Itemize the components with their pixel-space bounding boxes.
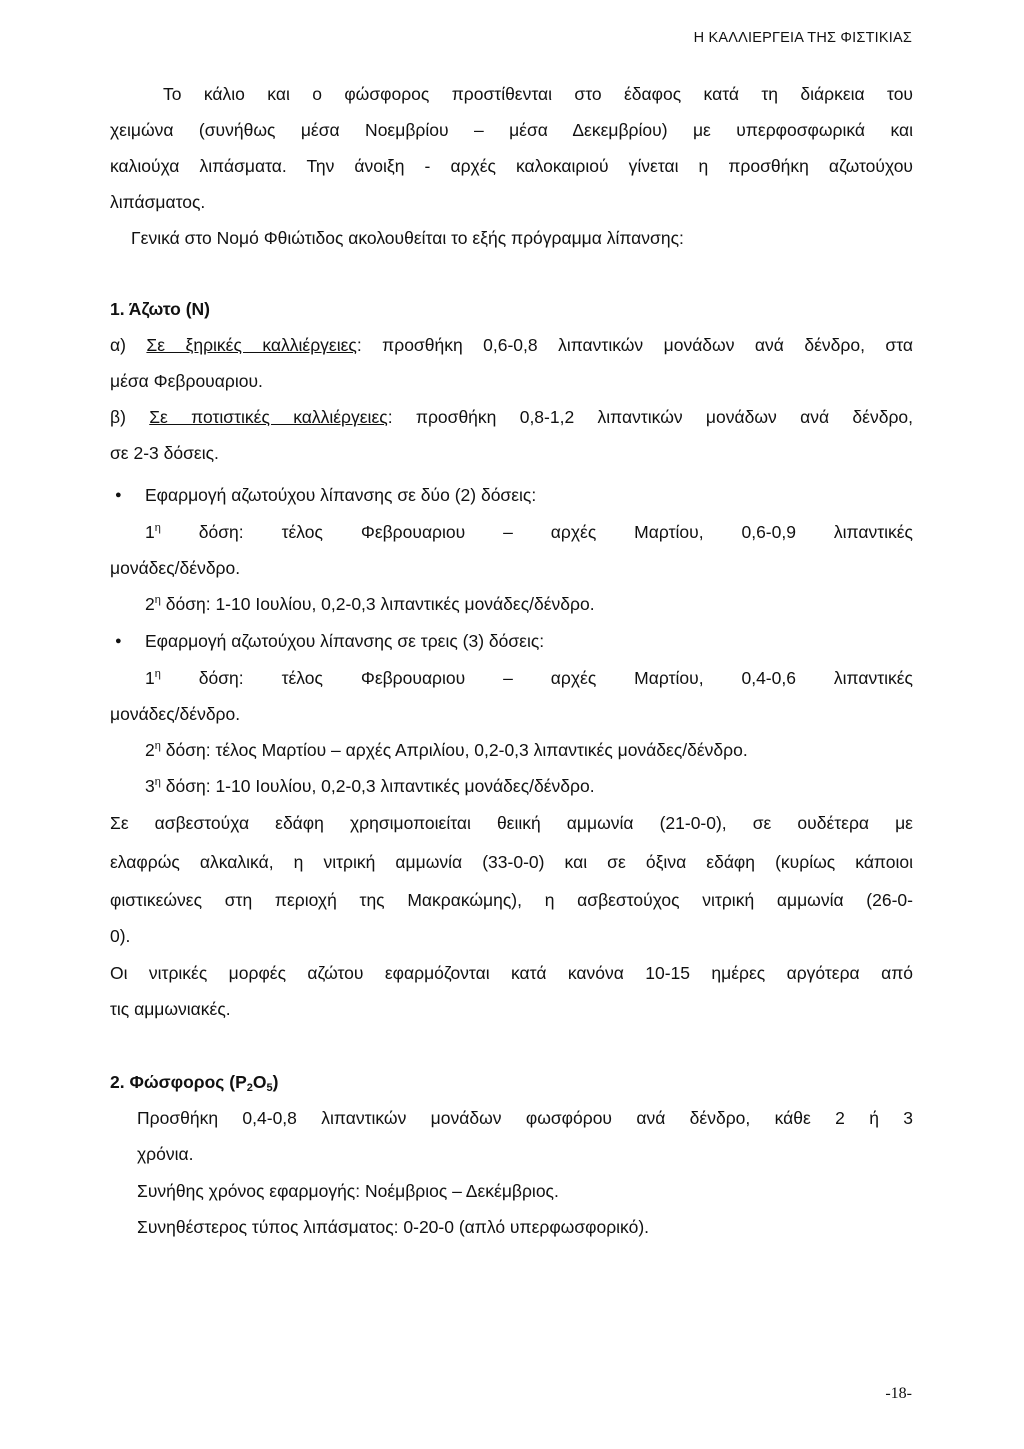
- dose-text: δόση: τέλος Φεβρουαριου – αρχές Μαρτίου, 0,4-0,6 λιπαντικές: [160, 668, 913, 688]
- section-1-item-a: [110, 334, 913, 356]
- bullet-1-marker: ●: [115, 489, 122, 501]
- item-b-continuation: σε 2-3 δόσεις.: [110, 443, 219, 463]
- dose-ordinal: η: [154, 668, 161, 680]
- item-a-label: Σε ξηρικές καλλιέργειες: [146, 335, 357, 355]
- intro-line-5: Γενικά στο Νομό Φθιώτιδος ακολουθείται το εξής πρόγραμμα λίπανσης:: [131, 228, 684, 248]
- subscript: 5: [266, 1082, 273, 1094]
- intro-line-4: λιπάσματος.: [110, 192, 206, 212]
- bullet-2-dose-1-continuation: μονάδες/δένδρο.: [110, 704, 241, 724]
- item-b-prefix: β): [110, 407, 126, 427]
- dose-number: 2: [145, 740, 155, 760]
- bullet-1-title: Εφαρμογή αζωτούχου λίπανσης σε δύο (2) δόσεις:: [145, 485, 537, 505]
- dose-text: δόση: τέλος Φεβρουαριου – αρχές Μαρτίου, 0,6-0,9 λιπαντικές: [160, 522, 913, 542]
- nitrate-paragraph-line-1: Οι νιτρικές μορφές αζώτου εφαρμόζονται κατά κανόνα 10-15 ημέρες αργότερα από: [110, 963, 913, 983]
- dose-ordinal: η: [154, 522, 161, 534]
- dose-ordinal: η: [154, 594, 161, 606]
- soil-paragraph-line-3: φιστικεώνες στη περιοχή της Μακρακώμης), η ασβεστούχος νιτρική αμμωνία (26-0-: [110, 890, 913, 910]
- item-a-text: : προσθήκη 0,6-0,8 λιπαντικών μονάδων ανά δένδρο, στα: [356, 335, 913, 355]
- dose-number: 3: [145, 776, 155, 796]
- item-a-prefix: α): [110, 335, 126, 355]
- running-header: Η ΚΑΛΛΙΕΡΓΕΙΑ ΤΗΣ ΦΙΣΤΙΚΙΑΣ: [693, 30, 912, 46]
- item-a-continuation: μέσα Φεβρουαριου.: [110, 371, 263, 391]
- dose-text: δόση: 1-10 Ιουλίου, 0,2-0,3 λιπαντικές μονάδες/δένδρο.: [160, 594, 595, 614]
- dose-number: 2: [145, 594, 155, 614]
- dose-text: δόση: τέλος Μαρτίου – αρχές Απριλίου, 0,2-0,3 λιπαντικές μονάδες/δένδρο.: [160, 740, 748, 760]
- dose-ordinal: η: [154, 776, 161, 788]
- section-2-line-4: Συνηθέστερος τύπος λιπάσματος: 0-20-0 (απλό υπερφωσφορικό).: [137, 1217, 650, 1237]
- item-b-text: : προσθήκη 0,8-1,2 λιπαντικών μονάδων ανά δένδρο,: [387, 407, 913, 427]
- section-2-line-1: Προσθήκη 0,4-0,8 λιπαντικών μονάδων φωσφόρου ανά δένδρο, κάθε 2 ή 3: [137, 1108, 913, 1128]
- soil-paragraph-line-2: ελαφρώς αλκαλικά, η νιτρική αμμωνία (33-0-0) και σε όξινα εδάφη (κυρίως κάποιοι: [110, 852, 913, 872]
- page-number: -18-: [885, 1385, 912, 1402]
- bullet-1-dose-1: [145, 521, 913, 543]
- dose-text: δόση: 1-10 Ιουλίου, 0,2-0,3 λιπαντικές μονάδες/δένδρο.: [160, 776, 595, 796]
- section-2-line-3: Συνήθης χρόνος εφαρμογής: Νοέμβριος – Δεκέμβριος.: [137, 1181, 559, 1201]
- bullet-2-dose-2: [145, 739, 748, 761]
- heading-text: ): [272, 1072, 279, 1092]
- section-2-heading: [110, 1071, 278, 1093]
- section-1-heading: 1. Άζωτο (N): [110, 299, 210, 319]
- heading-text: 2. Φώσφορος (P: [110, 1072, 247, 1092]
- heading-text: O: [252, 1072, 267, 1092]
- subscript: 2: [246, 1082, 253, 1094]
- section-1-item-b: [110, 406, 913, 428]
- nitrate-paragraph-line-2: τις αμμωνιακές.: [110, 999, 231, 1019]
- dose-number: 1: [145, 668, 155, 688]
- bullet-2-title: Εφαρμογή αζωτούχου λίπανσης σε τρεις (3) δόσεις:: [145, 631, 545, 651]
- bullet-1-dose-1-continuation: μονάδες/δένδρο.: [110, 558, 241, 578]
- bullet-2-dose-1: [145, 667, 913, 689]
- item-b-label: Σε ποτιστικές καλλιέργειες: [149, 407, 388, 427]
- soil-paragraph-line-4: 0).: [110, 926, 131, 946]
- bullet-2-dose-3: [145, 775, 595, 797]
- intro-line-1: Το κάλιο και ο φώσφορος προστίθενται στο έδαφος κατά τη διάρκεια του: [163, 84, 913, 104]
- intro-line-2: χειμώνα (συνήθως μέσα Νοεμβρίου – μέσα Δεκεμβρίου) με υπερφοσφωρικά και: [110, 120, 913, 140]
- dose-number: 1: [145, 522, 155, 542]
- soil-paragraph-line-1: Σε ασβεστούχα εδάφη χρησιμοποιείται θειική αμμωνία (21-0-0), σε ουδέτερα με: [110, 813, 913, 833]
- intro-line-3: καλιούχα λιπάσματα. Την άνοιξη - αρχές καλοκαιριού γίνεται η προσθήκη αζωτούχου: [110, 156, 913, 176]
- dose-ordinal: η: [154, 740, 161, 752]
- section-2-line-2: χρόνια.: [137, 1144, 194, 1164]
- bullet-2-marker: ●: [115, 635, 122, 647]
- bullet-1-dose-2: [145, 593, 595, 615]
